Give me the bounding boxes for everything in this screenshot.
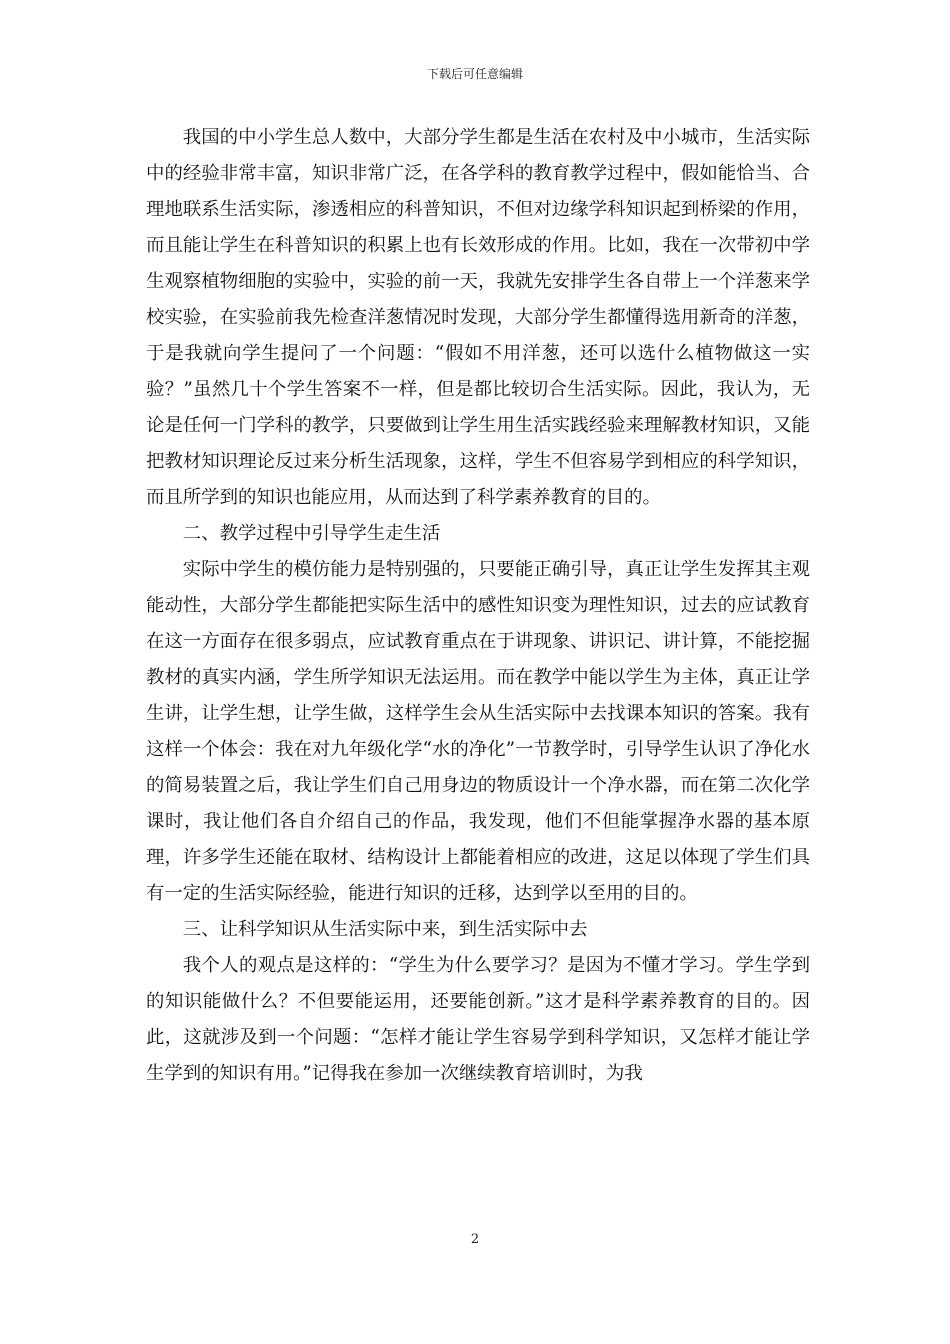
- body-paragraph-2: 实际中学生的模仿能力是特别强的，只要能正确引导，真正让学生发挥其主观能动性，大部分学生都能把实际生活中的感性知识变为理性知识，过去的应试教育在这一方面存在很多弱点，应试教育重点在于讲现象、讲识记、讲计算，不能挖掘教材的真实内涵，学生所学知识无法运用。而在教学中能以学生为主体，真正让学生讲，让学生想，让学生做，这样学生会从生活实际中去找课本知识的答案。我有这样一个体会：我在对九年级化学“水的净化”一节教学时，引导学生认识了净化水的简易装置之后，我让学生们自己用身边的物质设计一个净水器，而在第二次化学课时，我让他们各自介绍自己的作品，我发现，他们不但能掌握净水器的基本原理，许多学生还能在取材、结构设计上都能着相应的改进，这足以体现了学生们具有一定的生活实际经验，能进行知识的迁移，达到学以至用的目的。: [146, 559, 810, 904]
- body-paragraph-1: 我国的中小学生总人数中，大部分学生都是生活在农村及中小城市，生活实际中的经验非常丰富，知识非常广泛，在各学科的教育教学过程中，假如能恰当、合理地联系生活实际，渗透相应的科普知识，不但对边缘学科知识起到桥梁的作用，而且能让学生在科普知识的积累上也有长效形成的作用。比如，我在一次带初中学生观察植物细胞的实验中，实验的前一天，我就先安排学生各自带上一个洋葱来学校实验，在实验前我先检查洋葱情况时发现，大部分学生都懂得选用新奇的洋葱，于是我就向学生提问了一个问题：“假如不用洋葱，还可以选什么植物做这一实验？”虽然几十个学生答案不一样，但是都比较切合生活实际。因此，我认为，无论是任何一门学科的教学，只要做到让学生用生活实践经验来理解教材知识，又能把教材知识理论反过来分析生活现象，这样，学生不但容易学到相应的科学知识，而且所学到的知识也能应用，从而达到了科学素养教育的目的。: [146, 127, 810, 508]
- body-paragraph-3: 我个人的观点是这样的：“学生为什么要学习？是因为不懂才学习。学生学到的知识能做什么？不但要能运用，还要能创新。”这才是科学素养教育的目的。因此，这就涉及到一个问题：“怎样才能让学生容易学到科学知识，又怎样才能让学生学到的知识有用。”记得我在参加一次继续教育培训时，为我: [146, 955, 810, 1084]
- section-heading-3: 三、让科学知识从生活实际中来，到生活实际中去: [182, 919, 588, 940]
- page-number: 2: [470, 1232, 480, 1247]
- section-heading-2: 二、教学过程中引导学生走生活: [182, 523, 441, 544]
- document-body: [146, 120, 810, 1092]
- page-header: 下载后可任意编辑: [426, 67, 523, 81]
